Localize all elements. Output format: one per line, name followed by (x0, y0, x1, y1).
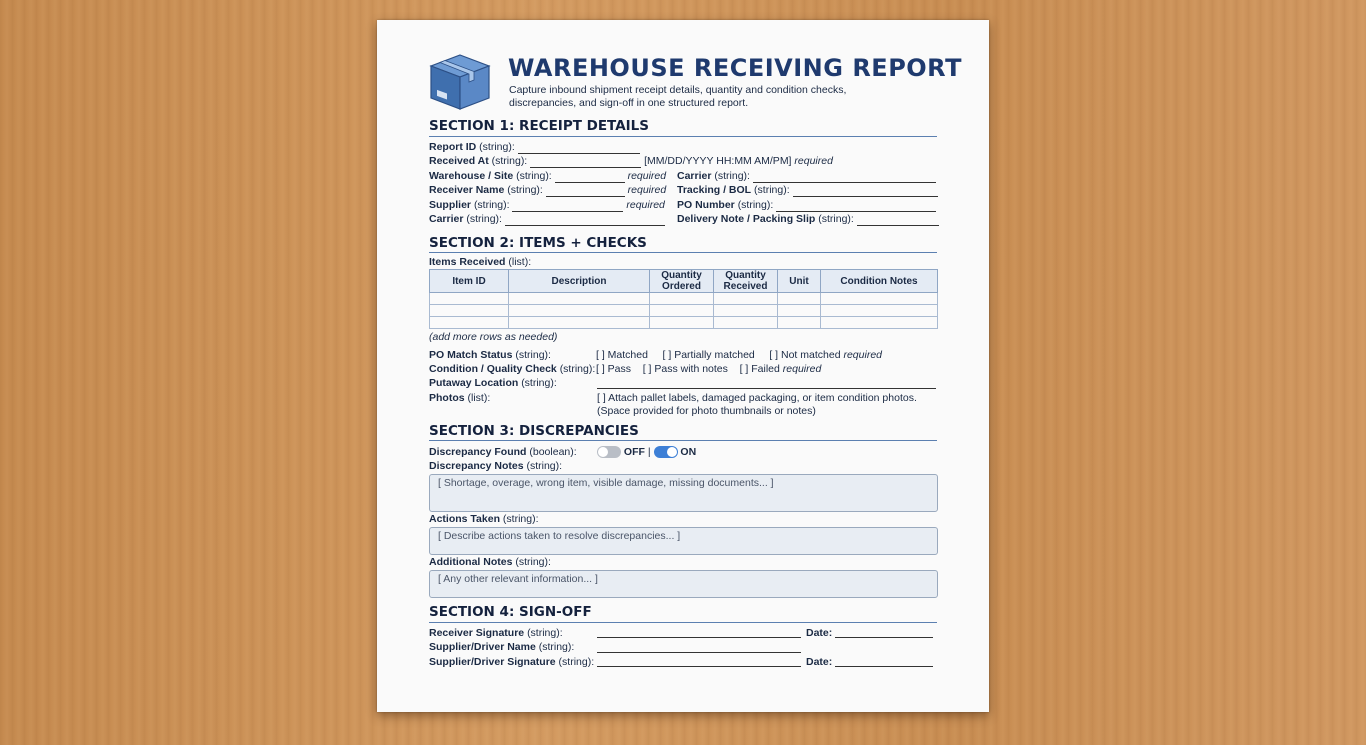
po-partial-checkbox[interactable]: [ ] Partially matched (662, 349, 755, 361)
discrepancy-on-toggle[interactable] (654, 446, 678, 458)
actions-taken-textarea[interactable]: [ Describe actions taken to resolve discrepancies... ] (429, 527, 938, 555)
supplier-field[interactable]: Supplier (string): required (429, 199, 665, 211)
driver-signature-input[interactable] (597, 666, 801, 667)
receiver-date-label: Date: (806, 627, 833, 639)
condition-failed-checkbox[interactable]: [ ] Failed (739, 363, 780, 375)
po-match-label: PO Match Status (string): (429, 349, 551, 361)
package-box-icon (429, 53, 491, 111)
po-match-options: [ ] Matched [ ] Partially matched [ ] Not matched required (596, 349, 882, 361)
delivery-note-input[interactable] (857, 216, 939, 226)
tracking-bol-field[interactable]: Tracking / BOL (string): (677, 184, 938, 197)
warehouse-site-field[interactable]: Warehouse / Site (string): required (429, 170, 667, 182)
section2-heading: SECTION 2: ITEMS + CHECKS (429, 235, 647, 251)
condition-label: Condition / Quality Check (string): (429, 363, 596, 375)
po-number-input[interactable] (776, 202, 936, 212)
discrepancy-found-label: Discrepancy Found (boolean): (429, 446, 577, 458)
actions-taken-label: Actions Taken (string): (429, 513, 539, 525)
section3-rule (429, 440, 937, 441)
supplier-input[interactable] (512, 202, 623, 212)
additional-notes-textarea[interactable]: [ Any other relevant information... ] (429, 570, 938, 598)
po-matched-checkbox[interactable]: [ ] Matched (596, 349, 648, 361)
section2-rule (429, 252, 937, 253)
receiver-signature-input[interactable] (597, 637, 801, 638)
carrier-left-input[interactable] (505, 216, 665, 226)
section3-heading: SECTION 3: DISCREPANCIES (429, 423, 639, 439)
page-title: WAREHOUSE RECEIVING REPORT (508, 54, 962, 82)
section4-heading: SECTION 4: SIGN-OFF (429, 604, 592, 620)
additional-notes-label: Additional Notes (string): (429, 556, 551, 568)
carrier-right-field[interactable]: Carrier (string): (677, 170, 936, 183)
putaway-label: Putaway Location (string): (429, 377, 557, 389)
table-row[interactable] (430, 293, 938, 305)
photos-label: Photos (list): (429, 392, 491, 404)
page-subtitle: Capture inbound shipment receipt details, quantity and condition checks, discrepancies, and sign-off in one structured report. (509, 84, 847, 109)
table-row[interactable] (430, 317, 938, 329)
discrepancy-notes-label: Discrepancy Notes (string): (429, 460, 563, 472)
condition-pass-notes-checkbox[interactable]: [ ] Pass with notes (642, 363, 728, 375)
discrepancy-notes-textarea[interactable]: [ Shortage, overage, wrong item, visible damage, missing documents... ] (429, 474, 938, 512)
driver-date-label: Date: (806, 656, 833, 668)
col-unit: Unit (778, 270, 821, 293)
col-description: Description (509, 270, 650, 293)
section4-rule (429, 622, 937, 623)
carrier-right-input[interactable] (753, 173, 936, 183)
tracking-bol-input[interactable] (793, 187, 938, 197)
items-received-label: Items Received (list): (429, 256, 532, 268)
received-at-input[interactable] (530, 158, 641, 168)
section1-rule (429, 136, 937, 137)
condition-pass-checkbox[interactable]: [ ] Pass (596, 363, 632, 375)
driver-signature-label: Supplier/Driver Signature (string): (429, 656, 595, 668)
warehouse-site-input[interactable] (555, 173, 625, 183)
col-quantity-ordered: Quantity Ordered (650, 270, 714, 293)
col-quantity-received: Quantity Received (714, 270, 778, 293)
col-item-id: Item ID (430, 270, 509, 293)
po-number-field[interactable]: PO Number (string): (677, 199, 936, 212)
report-id-input[interactable] (518, 144, 640, 154)
discrepancy-off-toggle[interactable] (597, 446, 621, 458)
receiver-name-input[interactable] (546, 187, 625, 197)
add-rows-note: (add more rows as needed) (429, 331, 558, 343)
driver-name-label: Supplier/Driver Name (string): (429, 641, 575, 653)
items-table (429, 269, 938, 329)
photos-attach[interactable]: [ ] Attach pallet labels, damaged packaging, or item condition photos. (Space provided for photo thumbnails or notes) (597, 392, 917, 417)
carrier-left-field[interactable]: Carrier (string): (429, 213, 665, 226)
report-page (377, 20, 989, 712)
po-not-matched-checkbox[interactable]: [ ] Not matched (769, 349, 841, 361)
putaway-input[interactable] (597, 388, 936, 389)
condition-options: [ ] Pass [ ] Pass with notes [ ] Failed required (596, 363, 822, 375)
receiver-signature-label: Receiver Signature (string): (429, 627, 563, 639)
received-at-field[interactable]: Received At (string): [MM/DD/YYYY HH:MM AM/PM] required (429, 155, 833, 167)
receiver-date-input[interactable] (835, 637, 933, 638)
items-table-header (430, 270, 938, 293)
delivery-note-field[interactable]: Delivery Note / Packing Slip (string): (677, 213, 939, 226)
report-id-field[interactable]: Report ID (string): (429, 141, 640, 154)
section1-heading: SECTION 1: RECEIPT DETAILS (429, 118, 650, 134)
discrepancy-toggle-group: OFF | ON (597, 446, 696, 459)
col-condition-notes: Condition Notes (821, 270, 938, 293)
receiver-name-field[interactable]: Receiver Name (string): required (429, 184, 667, 196)
driver-date-input[interactable] (835, 666, 933, 667)
driver-name-input[interactable] (597, 652, 801, 653)
table-row[interactable] (430, 305, 938, 317)
